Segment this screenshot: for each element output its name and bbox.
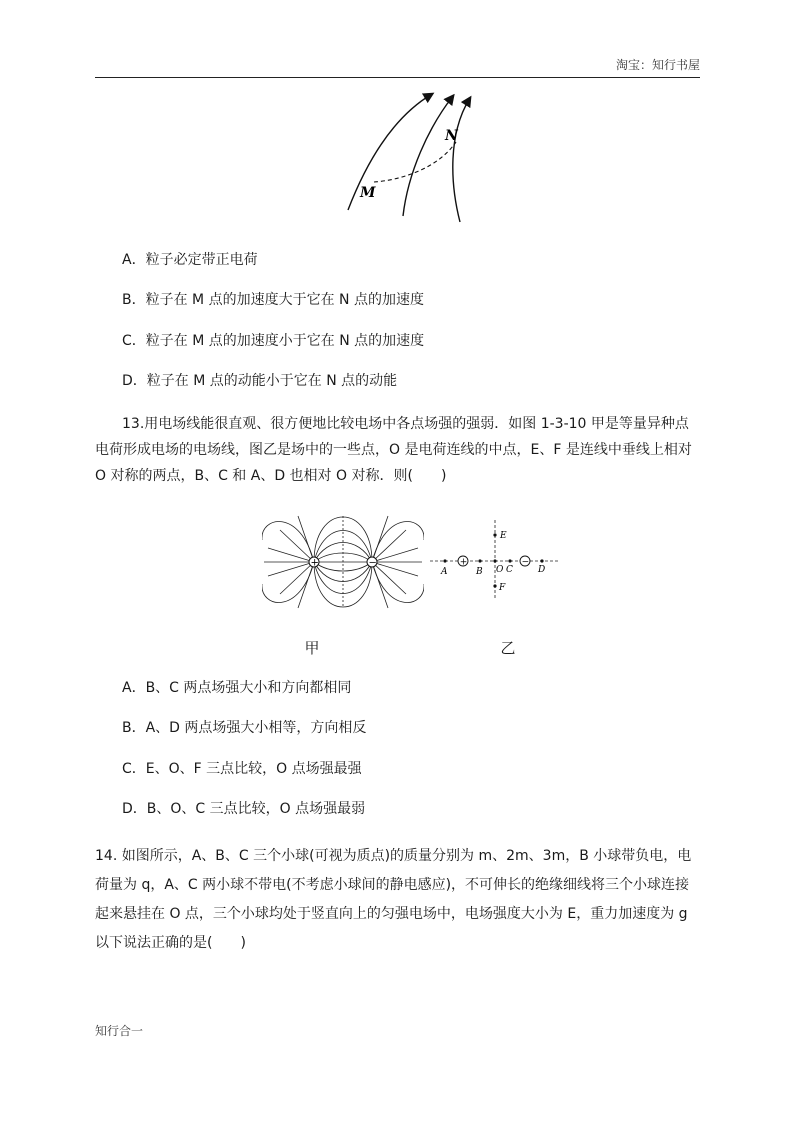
point-d (540, 559, 543, 562)
q13-option-d: D．B、O、C 三点比较，O 点场强最弱 (122, 801, 366, 817)
point-e (493, 533, 496, 536)
q12-option-b: B．粒子在 M 点的加速度大于它在 N 点的加速度 (122, 292, 424, 308)
svg-text:A: A (441, 567, 448, 577)
field-line-3 (453, 98, 470, 222)
svg-text:D: D (538, 565, 546, 575)
dipole-field-figure (262, 510, 424, 614)
svg-text:E: E (500, 531, 507, 541)
label-m: M (360, 185, 376, 201)
q13-stem: 13.用电场线能很直观、很方便地比较电场中各点场强的强弱．如图 1-3-10 甲是等量异种点电荷形成电场的电场线，图乙是场中的一些点，O 是电荷连线的中点，E、F 是连线中垂线上相对 O 对称的两点，B、C 和 A、D 也相对 O 对称．则( ) (95, 416, 692, 484)
point-c (508, 559, 511, 562)
svg-text:−: − (521, 557, 530, 568)
footer-text: 知行合一 (95, 1024, 144, 1038)
svg-text:C: C (506, 565, 513, 575)
q12-option-d: D．粒子在 M 点的动能小于它在 N 点的动能 (122, 373, 398, 389)
header-rule (95, 77, 700, 78)
q13-option-b: B．A、D 两点场强大小相等，方向相反 (122, 720, 367, 736)
caption-yi: 乙 (500, 639, 516, 657)
svg-text:+: + (310, 557, 319, 569)
q13-option-a: A．B、C 两点场强大小和方向都相同 (122, 680, 352, 696)
header-text: 淘宝：知行书屋 (615, 58, 700, 72)
points-figure (430, 518, 562, 600)
svg-text:B: B (476, 567, 483, 577)
field-line-2 (403, 96, 453, 216)
q12-option-a: A．粒子必定带正电荷 (122, 252, 258, 268)
point-a (443, 559, 446, 562)
q12-option-c: C．粒子在 M 点的加速度小于它在 N 点的加速度 (122, 333, 425, 349)
svg-text:+: + (459, 557, 468, 568)
point-f (493, 584, 496, 587)
q13-option-c: C．E、O、F 三点比较，O 点场强最强 (122, 761, 362, 777)
caption-jia: 甲 (304, 639, 320, 657)
svg-text:−: − (368, 557, 377, 569)
point-o (493, 559, 496, 562)
svg-text:O: O (496, 565, 504, 575)
svg-text:F: F (499, 583, 506, 593)
trajectory-dashed (374, 142, 456, 182)
q14-stem: 14. 如图所示，A、B、C 三个小球(可视为质点)的质量分别为 m、2m、3m，B 小球带负电，电荷量为 q，A、C 两小球不带电(不考虑小球间的静电感应)，不可伸长的绝缘细线将三个小球连接起来悬挂在 O 点，三个小球均处于竖直向上的匀强电场中，电场强度大小为 E，重力加速度为 g 以下说法正确的是( ) (95, 848, 692, 951)
point-b (478, 559, 481, 562)
field-lines-figure (340, 88, 490, 228)
label-n: N (445, 128, 458, 144)
